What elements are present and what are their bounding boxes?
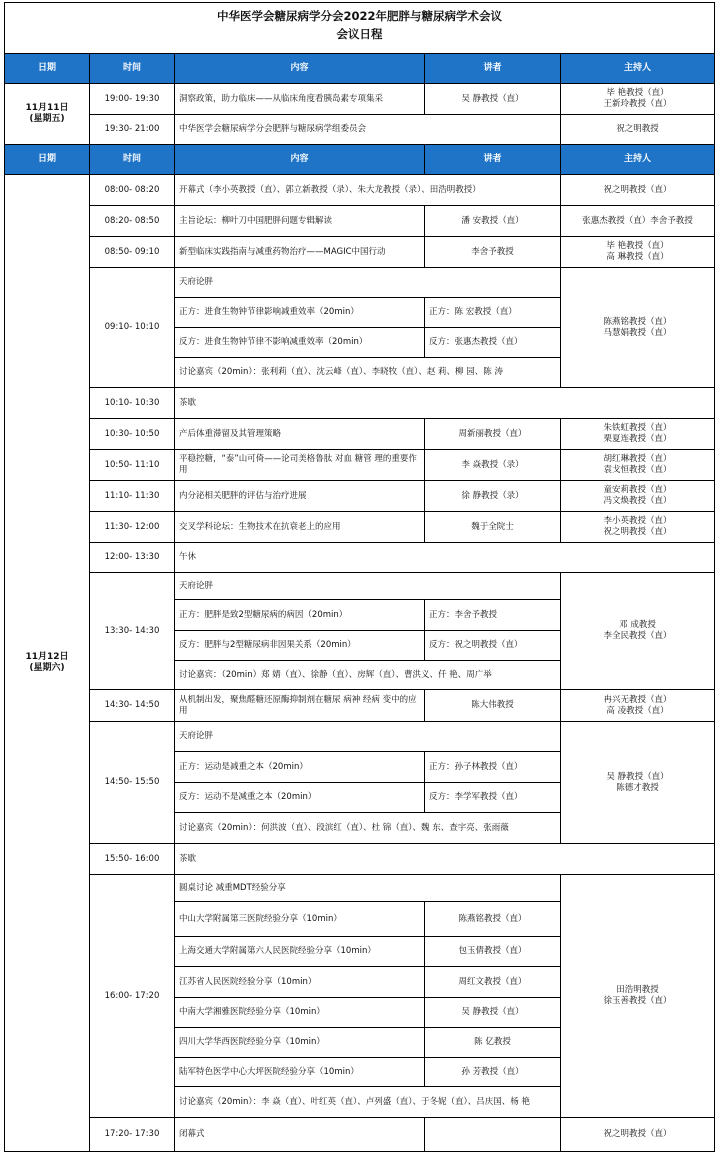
magic-host [560, 236, 715, 268]
day1-row2-host: 祝之明教授 [560, 114, 715, 145]
endocrine-host [560, 480, 715, 512]
host-name: 栗夏连教授（直） [603, 434, 672, 444]
roundtable-item-speaker: 吴 静教授（直） [424, 997, 561, 1028]
debate3-pro: 正方：运动是减重之本（20min） [174, 751, 425, 783]
host-name: 朱铁虹教授（直） [603, 423, 672, 433]
roundtable-item: 中山大学附属第三医院经验分享（10min） [174, 901, 425, 937]
header-date: 日期 [4, 53, 90, 84]
day1-row1-speaker: 吴 静教授（直） [424, 83, 561, 115]
debate3-time: 14:50- 15:50 [89, 721, 175, 844]
host-name: 毕 艳教授（直） [606, 88, 669, 98]
antiaging-speaker: 魏于全院士 [424, 511, 561, 543]
roundtable-item: 上海交通大学附属第六人民医院经验分享（10min） [174, 936, 425, 967]
opening-host: 祝之明教授（直） [560, 174, 715, 206]
antiaging-content: 交叉学科论坛：生物技术在抗衰老上的应用 [174, 511, 425, 543]
break2-time: 15:50- 16:00 [89, 843, 175, 875]
postpartum-time: 10:30- 10:50 [89, 418, 175, 450]
host-name: 田浩明教授 [616, 985, 659, 995]
endocrine-content: 内分泌相关肥胖的评估与治疗进展 [174, 480, 425, 512]
header-time-2: 时间 [89, 144, 175, 175]
debate3-con-speaker: 反方：李学军教授（直） [424, 782, 561, 813]
aldose-content: 从机制出发，聚焦醛糖还原酶抑制剂在糖尿 病神 经病 变中的应用 [174, 689, 425, 722]
host-name: 李小英教授（直） [603, 516, 672, 526]
semaglutide-host [560, 449, 715, 481]
lunch-time: 12:00- 13:30 [89, 542, 175, 573]
title-line2: 会议日程 [336, 27, 383, 41]
day1-row2-content: 中华医学会糖尿病学分会肥胖与糖尿病学组委员会 [174, 114, 561, 145]
opening-content: 开幕式（李小英教授（直）、郭立新教授（录）、朱大龙教授（录）、田浩明教授） [174, 174, 561, 206]
antiaging-host [560, 511, 715, 543]
roundtable-item: 陆军特色医学中心大坪医院经验分享（10min） [174, 1057, 425, 1087]
header-host-2: 主持人 [560, 144, 715, 175]
debate2-pro: 正方：肥胖是致2型糖尿病的病因（20min） [174, 599, 425, 631]
day1-row2-time: 19:30- 21:00 [89, 114, 175, 145]
host-name: 马慧娟教授（直） [603, 327, 672, 338]
roundtable-item: 江苏省人民医院经验分享（10min） [174, 966, 425, 998]
debate1-pro: 正方：进食生物钟节律影响减重效率（20min） [174, 297, 425, 328]
magic-content: 新型临床实践指南与减重药物治疗——MAGIC中国行动 [174, 236, 425, 268]
day1-row1-time: 19:00- 19:30 [89, 83, 175, 115]
debate2-title: 天府论胖 [174, 572, 561, 600]
debate3-title: 天府论胖 [174, 721, 561, 752]
roundtable-guests: 讨论嘉宾（20min）：李 焱（直）、叶红英（直）、卢列盛（直）、于冬妮（直）、吕庆国、杨 艳 [174, 1086, 561, 1118]
host-name: 冉兴无教授（直） [603, 694, 672, 705]
day2-weekday: (星期六) [29, 663, 65, 673]
day1-date-label: 11月11日 [25, 103, 69, 113]
debate2-guests: 讨论嘉宾：（20min）郑 婧（直）、徐静（直）、房辉（直）、曹洪义、仟 艳、周广举 [174, 660, 561, 690]
keynote-time: 08:20- 08:50 [89, 205, 175, 237]
keynote-host: 张惠杰教授（直）李舍予教授 [560, 205, 715, 237]
debate2-time: 13:30- 14:30 [89, 572, 175, 690]
debate1-time: 09:10- 10:10 [89, 267, 175, 388]
debate1-con-speaker: 反方：张惠杰教授（直） [424, 327, 561, 358]
roundtable-time: 16:00- 17:20 [89, 874, 175, 1118]
debate3-con: 反方：运动不是减重之本（20min） [174, 782, 425, 813]
host-name: 王新玲教授（直） [603, 99, 672, 109]
magic-speaker: 李舍予教授 [424, 236, 561, 268]
closing-content: 闭幕式 [174, 1117, 425, 1152]
host-name: 陈德才教授 [616, 782, 659, 793]
day2-date [4, 174, 90, 1152]
postpartum-content: 产后体重滞留及其管理策略 [174, 418, 425, 450]
postpartum-host [560, 418, 715, 450]
host-name: 童安莉教授（直） [603, 485, 672, 495]
lunch-content: 午休 [174, 542, 715, 573]
break2-content: 茶歇 [174, 843, 715, 875]
keynote-content: 主旨论坛：柳叶刀中国肥胖问题专辑解读 [174, 205, 425, 237]
debate2-pro-speaker: 正方：李舍予教授 [424, 599, 561, 631]
roundtable-host [560, 874, 715, 1118]
host-name: 高 凌教授（直） [606, 705, 669, 716]
host-name: 邓 成教授 [619, 620, 656, 630]
aldose-speaker: 陈大伟教授 [424, 689, 561, 722]
debate1-guests: 讨论嘉宾（20min）：张利莉（直）、沈云峰（直）、李晓牧（直）、赵 莉、柳 园、陈 涛 [174, 357, 561, 388]
debate2-host [560, 572, 715, 690]
break1-content: 茶歇 [174, 387, 715, 419]
roundtable-item-speaker: 陈燕铭教授（直） [424, 901, 561, 937]
debate1-title: 天府论胖 [174, 267, 561, 298]
header-content-2: 内容 [174, 144, 425, 175]
title-line1: 中华医学会糖尿病学分会2022年肥胖与糖尿病学术会议 [216, 9, 502, 23]
header-speaker: 讲者 [424, 53, 561, 84]
keynote-speaker: 潘 安教授（直） [424, 205, 561, 237]
header-date-2: 日期 [4, 144, 90, 175]
host-name: 祝之明教授（直） [603, 527, 672, 537]
header-content: 内容 [174, 53, 425, 84]
day1-row1-content: 洞察政策，助力临床——从临床角度看胰岛素专项集采 [174, 83, 425, 115]
host-name: 冯文焕教授（直） [603, 496, 672, 506]
debate3-pro-speaker: 正方：孙子林教授（直） [424, 751, 561, 783]
header-time: 时间 [89, 53, 175, 84]
debate3-guests: 讨论嘉宾（20min）：何洪波（直）、段滨红（直）、杜 锦（直）、魏 东、查宇亮、张雨薇 [174, 812, 561, 844]
host-name: 袁戈恒教授（直） [603, 465, 672, 475]
roundtable-title: 圆桌讨论 减重MDT经验分享 [174, 874, 561, 902]
debate1-pro-speaker: 正方：陈 宏教授（直） [424, 297, 561, 328]
closing-host: 祝之明教授（直） [560, 1117, 715, 1152]
host-name: 陈燕铭教授（直） [603, 316, 672, 327]
endocrine-speaker: 徐 静教授（录） [424, 480, 561, 512]
host-name: 胡红琳教授（直） [603, 454, 672, 464]
roundtable-item: 中南大学湘雅医院经验分享（10min） [174, 997, 425, 1028]
day1-row1-host [560, 83, 715, 115]
header-speaker-2: 讲者 [424, 144, 561, 175]
page-title [4, 0, 715, 53]
semaglutide-speaker: 李 焱教授（录） [424, 449, 561, 481]
aldose-host [560, 689, 715, 722]
endocrine-time: 11:10- 11:30 [89, 480, 175, 512]
day2-date-label: 11月12日 [25, 652, 69, 662]
day1-weekday: (星期五) [29, 114, 65, 124]
debate2-con: 反方：肥胖与2型糖尿病非因果关系（20min） [174, 630, 425, 661]
day1-date [4, 83, 90, 145]
antiaging-time: 11:30- 12:00 [89, 511, 175, 543]
roundtable-item-speaker: 孙 芳教授（直） [424, 1057, 561, 1087]
host-name: 李全民教授（直） [603, 631, 672, 641]
opening-time: 08:00- 08:20 [89, 174, 175, 206]
magic-time: 08:50- 09:10 [89, 236, 175, 268]
break1-time: 10:10- 10:30 [89, 387, 175, 419]
roundtable-item: 四川大学华西医院经验分享（10min） [174, 1027, 425, 1058]
header-host: 主持人 [560, 53, 715, 84]
roundtable-item-speaker: 包玉倩教授（直） [424, 936, 561, 967]
semaglutide-time: 10:50- 11:10 [89, 449, 175, 481]
postpartum-speaker: 周新丽教授（直） [424, 418, 561, 450]
roundtable-item-speaker: 陈 亿教授 [424, 1027, 561, 1058]
host-name: 高 琳教授（直） [606, 252, 669, 262]
host-name: 徐玉善教授（直） [603, 996, 672, 1006]
debate2-con-speaker: 反方：祝之明教授（直） [424, 630, 561, 661]
debate1-host [560, 267, 715, 388]
closing-speaker-empty [424, 1117, 561, 1152]
host-name: 吴 静教授（直） [606, 771, 669, 782]
debate3-host [560, 721, 715, 844]
closing-time: 17:20- 17:30 [89, 1117, 175, 1152]
aldose-time: 14:30- 14:50 [89, 689, 175, 722]
roundtable-item-speaker: 周红文教授（直） [424, 966, 561, 998]
semaglutide-content: 平稳控糖，“泰”山可倚——论司美格鲁肽 对血 糖管 理的重要作用 [174, 449, 425, 481]
host-name: 毕 艳教授（直） [606, 241, 669, 251]
debate1-con: 反方：进食生物钟节律不影响减重效率（20min） [174, 327, 425, 358]
